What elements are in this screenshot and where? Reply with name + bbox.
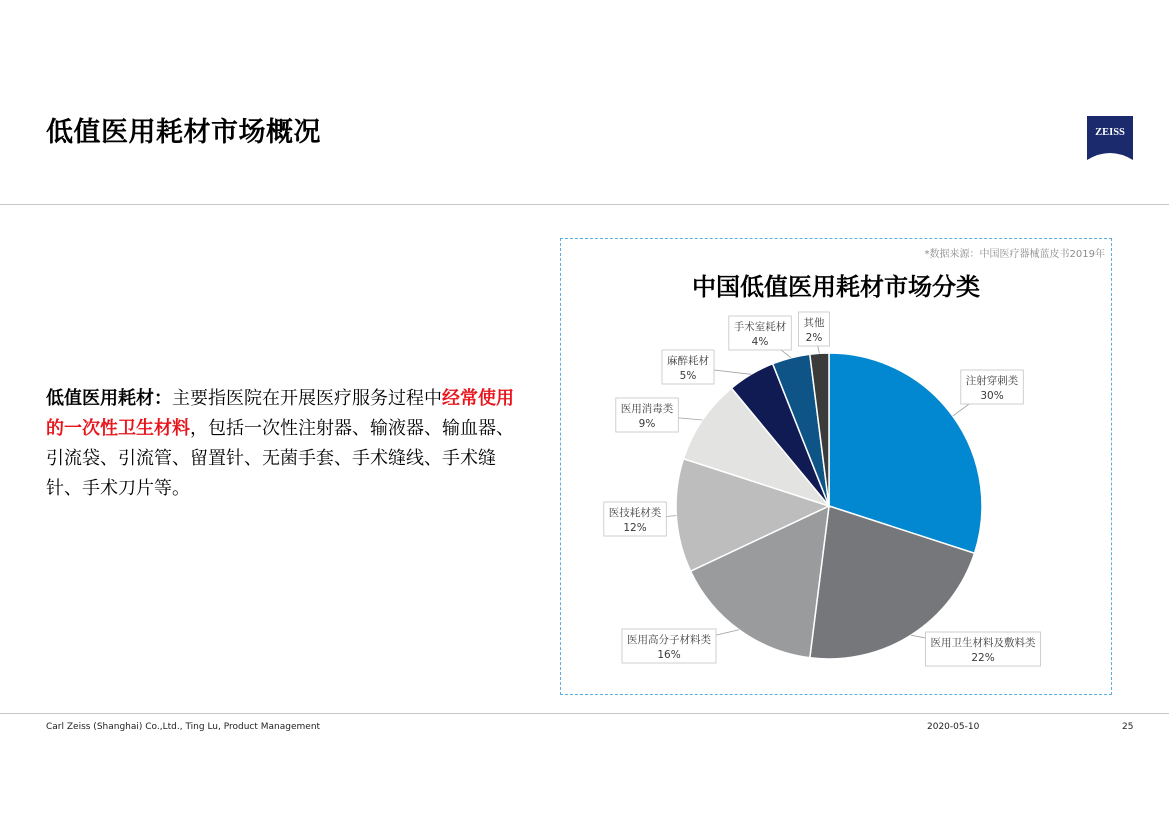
description-text-after: ，包括一次性注射器、输液器、输血器、引流袋、引流管、留置针、无菌手套、手术缝线、手术缝针、手术刀片等。 (46, 418, 514, 499)
slice-label-percent: 30% (980, 390, 1004, 402)
slice-label-name: 医技耗材类 (608, 507, 662, 519)
logo-text: ZEISS (1095, 127, 1125, 138)
slice-label-name: 手术室耗材 (733, 321, 787, 333)
slice-label (622, 629, 716, 663)
slice-label-name: 注射穿刺类 (965, 375, 1019, 387)
slice-label-name: 医用高分子材料类 (627, 634, 711, 646)
slice-label (662, 350, 714, 384)
slice-label-percent: 16% (657, 649, 681, 661)
footer-page-number: 25 (1122, 722, 1134, 732)
chart-source-note: *数据来源：中国医疗器械蓝皮书2019年 (924, 249, 1105, 260)
description-paragraph (46, 384, 516, 504)
zeiss-logo (1087, 116, 1133, 160)
page-title: 低值医用耗材市场概况 (46, 117, 321, 148)
slice-label-percent: 4% (751, 336, 769, 348)
slice-label-name: 医用消毒类 (620, 403, 674, 415)
slice-label-percent: 12% (623, 522, 647, 534)
slice-label (616, 398, 679, 432)
slice-label-percent: 22% (971, 652, 995, 664)
slice-label-name: 其他 (803, 317, 825, 329)
description-text-before: 主要指医院在开展医疗服务过程中 (172, 388, 442, 409)
slice-label-percent: 9% (638, 418, 656, 430)
slice-label (799, 312, 830, 346)
chart-title: 中国低值医用耗材市场分类 (692, 273, 980, 301)
pie-slices (676, 353, 982, 659)
slice-label (729, 316, 792, 350)
slice-label-percent: 5% (679, 370, 697, 382)
slice-label (926, 632, 1041, 666)
slice-label-percent: 2% (805, 332, 823, 344)
slice-label-name: 医用卫生材料及敷料类 (930, 637, 1036, 649)
chart-panel (560, 238, 1112, 695)
slice-label (961, 370, 1024, 404)
pie-chart (561, 239, 1113, 696)
logo-shape (1087, 116, 1133, 160)
description-highlight: 经常使用的一次性卫生材料 (46, 388, 514, 439)
slice-label (604, 502, 667, 536)
slice-label-name: 麻醉耗材 (667, 355, 709, 367)
description-term: 低值医用耗材： (46, 388, 172, 409)
header-divider (0, 204, 1169, 205)
footer-divider (0, 713, 1169, 714)
footer-company: Carl Zeiss (Shanghai) Co.,Ltd., Ting Lu, Product Management (46, 722, 321, 732)
footer-date: 2020-05-10 (927, 722, 980, 732)
